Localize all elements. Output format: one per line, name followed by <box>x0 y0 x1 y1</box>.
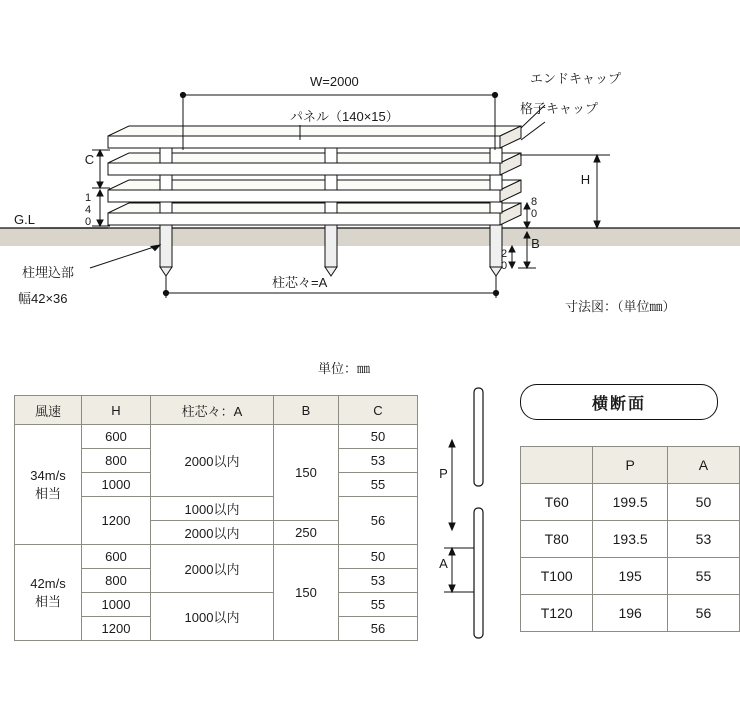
header-h: H <box>82 396 151 425</box>
c-value: 56 <box>339 497 418 545</box>
h-label: H <box>578 172 593 187</box>
c-value: 50 <box>339 545 418 569</box>
c-label: C <box>82 152 97 167</box>
wind-34-value: 34m/s <box>30 467 66 483</box>
panel-label: パネル（140×15） <box>290 109 399 124</box>
c-value: 50 <box>339 425 418 449</box>
b-label: B <box>528 236 543 251</box>
a-value: 2000以内 <box>151 545 274 593</box>
table-row <box>521 558 740 595</box>
header-p: P <box>593 447 668 484</box>
p-value: 196 <box>593 595 668 632</box>
p-dimension <box>449 440 455 530</box>
fence-dimension-drawing <box>0 0 740 340</box>
drawing-svg <box>0 0 740 340</box>
header-c: C <box>339 396 418 425</box>
spec-table <box>14 395 418 641</box>
a-label: A <box>436 556 451 571</box>
table-row <box>521 484 740 521</box>
c-value: 55 <box>339 473 418 497</box>
width-label: W=2000 <box>310 74 359 89</box>
gl-label: G.L <box>14 212 35 227</box>
h-value: 1200 <box>82 617 151 641</box>
table-row <box>15 545 418 569</box>
profile-svg <box>430 380 510 650</box>
table-row <box>521 521 740 558</box>
post-leader <box>90 245 160 268</box>
h-value: 1000 <box>82 473 151 497</box>
a-value: 55 <box>667 558 739 595</box>
wind-42-value: 42m/s <box>30 575 66 591</box>
wind-42-cell <box>15 545 82 641</box>
h-value: 1200 <box>82 497 151 545</box>
wind-42-sub: 相当 <box>34 593 61 609</box>
dim-80-label: 80 <box>528 196 540 220</box>
dim-20-label: 20 <box>498 248 510 272</box>
c-value: 55 <box>339 593 418 617</box>
table-row <box>15 425 418 449</box>
a-value: 1000以内 <box>151 497 274 521</box>
dim-140-label: 140 <box>82 192 94 228</box>
profile-bar-top <box>474 388 483 486</box>
pa-table <box>520 446 740 632</box>
c-value: 53 <box>339 449 418 473</box>
type-value: T80 <box>521 521 593 558</box>
header-a: A <box>667 447 739 484</box>
a-value: 53 <box>667 521 739 558</box>
ground-band <box>0 228 740 246</box>
h-value: 600 <box>82 545 151 569</box>
a-value: 1000以内 <box>151 593 274 641</box>
b-value: 150 <box>274 425 339 521</box>
h-value: 800 <box>82 569 151 593</box>
p-value: 193.5 <box>593 521 668 558</box>
dimension-note: 寸法図：（単位㎜） <box>565 299 676 314</box>
a-value: 2000以内 <box>151 521 274 545</box>
p-value: 195 <box>593 558 668 595</box>
dim-140 <box>92 190 110 226</box>
b-value: 250 <box>274 521 339 545</box>
b-value: 150 <box>274 545 339 641</box>
type-value: T60 <box>521 484 593 521</box>
p-label: P <box>436 466 451 481</box>
post-embed-label: 柱埋込部 <box>22 265 75 280</box>
type-value: T100 <box>521 558 593 595</box>
header-wind: 風速 <box>15 396 82 425</box>
pitch-dimension <box>163 276 498 298</box>
profile-bar-bottom <box>474 508 483 638</box>
unit-note: 単位：㎜ <box>318 361 371 376</box>
a-value: 56 <box>667 595 739 632</box>
pitch-label: 柱芯々=A <box>272 275 328 290</box>
a-value: 2000以内 <box>151 425 274 497</box>
p-value: 199.5 <box>593 484 668 521</box>
wind-34-sub: 相当 <box>34 485 61 501</box>
post-width-label: 幅42×36 <box>18 291 68 306</box>
lattice-cap-label: 格子キャップ <box>520 101 599 116</box>
h-value: 600 <box>82 425 151 449</box>
type-value: T120 <box>521 595 593 632</box>
pa-table-header-row <box>521 447 740 484</box>
h-value: 800 <box>82 449 151 473</box>
header-b: B <box>274 396 339 425</box>
end-cap-label: エンドキャップ <box>530 71 622 86</box>
cross-section-profile <box>430 380 510 650</box>
spec-table-header-row <box>15 396 418 425</box>
h-value: 1000 <box>82 593 151 617</box>
a-value: 50 <box>667 484 739 521</box>
c-value: 53 <box>339 569 418 593</box>
wind-34-cell <box>15 425 82 545</box>
header-type <box>521 447 593 484</box>
table-row <box>521 595 740 632</box>
header-a: 柱芯々：A <box>151 396 274 425</box>
c-value: 56 <box>339 617 418 641</box>
cross-section-title: 横断面 <box>520 384 718 420</box>
